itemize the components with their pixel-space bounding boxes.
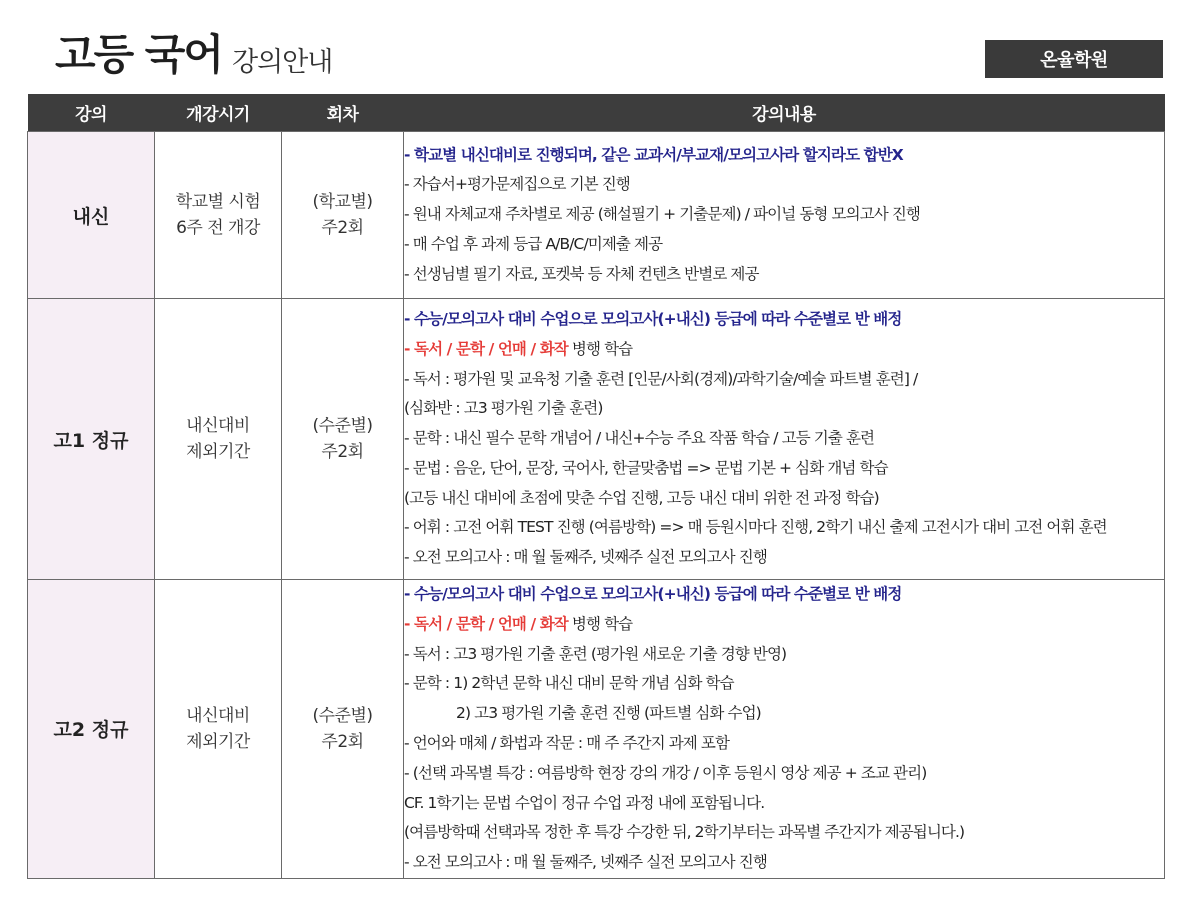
frequency-line: 주2회 (321, 731, 364, 752)
content-line: - 문학 : 내신 필수 문학 개념어 / 내신+수능 주요 작품 학습 / 고등 기출 훈련 (404, 429, 875, 448)
content-line: - 독서 : 평가원 및 교육청 기출 훈련 [인문/사회(경제)/과학기술/예술 파트별 훈련] / (404, 369, 918, 388)
table-row (28, 132, 1165, 299)
content-line: - 자습서+평가문제집으로 기본 진행 (404, 175, 630, 194)
frequency-line: (수준별) (312, 705, 373, 726)
start-period-line: 6주 전 개강 (176, 218, 260, 238)
column-header-period: 개강시기 (155, 94, 282, 132)
start-period-line: 제외기간 (186, 442, 250, 462)
content-line: - 오전 모의고사 : 매 월 둘째주, 넷째주 실전 모의고사 진행 (404, 853, 767, 872)
start-period-line: 제외기간 (186, 731, 250, 752)
content-line: - 매 수업 후 과제 등급 A/B/C/미제출 제공 (404, 234, 663, 253)
content-line (404, 610, 1164, 640)
page-header (0, 0, 1191, 92)
frequency-cell (282, 299, 404, 580)
subject-list-suffix: 병행 학습 (567, 614, 633, 633)
content-line: (심화반 : 고3 평가원 기출 훈련) (404, 399, 603, 418)
table-header-row (28, 94, 1165, 132)
subject-list-label: - 독서 / 문학 / 언매 / 화작 (404, 614, 568, 633)
frequency-line: (수준별) (312, 416, 373, 436)
start-period-line: 학교별 시험 (175, 192, 261, 212)
content-line: - 어휘 : 고전 어휘 TEST 진행 (여름방학) => 매 등원시마다 진행, 2학기 내신 출제 고전시가 대비 고전 어휘 훈련 (404, 518, 1107, 537)
course-name-cell: 내신 (28, 132, 155, 299)
start-period-line: 내신대비 (186, 416, 250, 436)
subject-list-suffix: 병행 학습 (567, 339, 633, 358)
content-line: - 선생님별 필기 자료, 포켓북 등 자체 컨텐츠 반별로 제공 (404, 264, 759, 283)
content-line: - 문법 : 음운, 단어, 문장, 국어사, 한글맞춤법 => 문법 기본 + 심화 개념 학습 (404, 458, 888, 477)
frequency-line: (학교별) (312, 192, 373, 212)
content-line: - 독서 : 고3 평가원 기출 훈련 (평가원 새로운 기출 경향 반영) (404, 644, 787, 663)
content-line: - 언어와 매체 / 화법과 작문 : 매 주 주간지 과제 포함 (404, 733, 730, 752)
content-highlight-line: - 학교별 내신대비로 진행되며, 같은 교과서/부교재/모의고사라 할지라도 합반X (404, 145, 903, 164)
frequency-line: 주2회 (321, 218, 364, 238)
page-subtitle: 강의안내 (232, 47, 333, 78)
course-content-cell (404, 580, 1165, 879)
content-line: (여름방학때 선택과목 정한 후 특강 수강한 뒤, 2학기부터는 과목별 주간지가 제공됩니다.) (404, 823, 965, 842)
column-header-frequency: 회차 (282, 94, 404, 132)
start-period-cell (155, 299, 282, 580)
frequency-cell (282, 132, 404, 299)
course-content-cell (404, 132, 1165, 299)
content-line: - 문학 : 1) 2학년 문학 내신 대비 문학 개념 심화 학습 (404, 674, 734, 693)
academy-badge: 온율학원 (985, 40, 1163, 78)
start-period-line: 내신대비 (186, 705, 250, 726)
content-line: - 오전 모의고사 : 매 월 둘째주, 넷째주 실전 모의고사 진행 (404, 548, 767, 567)
table-row (28, 299, 1165, 580)
frequency-line: 주2회 (321, 442, 364, 462)
course-name-cell: 고1 정규 (28, 299, 155, 580)
content-highlight-line: - 수능/모의고사 대비 수업으로 모의고사(+내신) 등급에 따라 수준별로 반 배정 (404, 309, 902, 328)
subject-list-label: - 독서 / 문학 / 언매 / 화작 (404, 339, 568, 358)
start-period-cell (155, 580, 282, 879)
content-line (404, 335, 1164, 365)
course-table (27, 94, 1165, 879)
column-header-content: 강의내용 (404, 94, 1165, 132)
content-line: (고등 내신 대비에 초점에 맞춘 수업 진행, 고등 내신 대비 위한 전 과정 학습) (404, 488, 879, 507)
content-line: CF. 1학기는 문법 수업이 정규 수업 과정 내에 포함됩니다. (404, 793, 765, 812)
start-period-cell (155, 132, 282, 299)
column-header-course: 강의 (28, 94, 155, 132)
content-highlight-line: - 수능/모의고사 대비 수업으로 모의고사(+내신) 등급에 따라 수준별로 반 배정 (404, 585, 902, 603)
course-name-cell: 고2 정규 (28, 580, 155, 879)
content-line: - (선택 과목별 특강 : 여름방학 현장 강의 개강 / 이후 등원시 영상 제공 + 조교 관리) (404, 763, 927, 782)
content-line: - 원내 자체교재 주차별로 제공 (해설필기 + 기출문제) / 파이널 동형 모의고사 진행 (404, 205, 920, 224)
page-title: 고등 국어 (55, 30, 222, 79)
course-content-cell (404, 299, 1165, 580)
content-line: 2) 고3 평가원 기출 훈련 진행 (파트별 심화 수업) (456, 704, 761, 723)
table-row (28, 580, 1165, 879)
frequency-cell (282, 580, 404, 879)
